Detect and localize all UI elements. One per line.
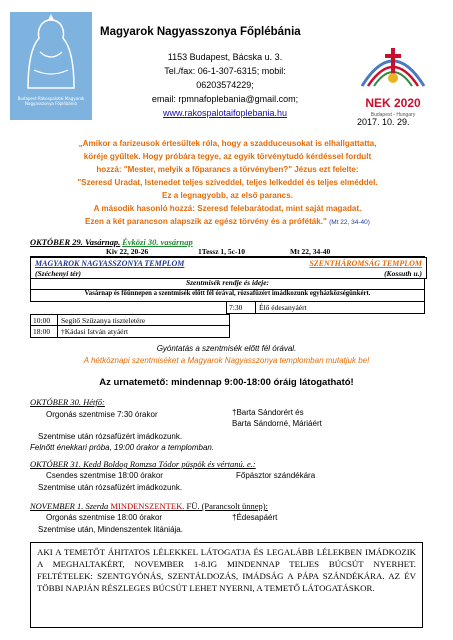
- quote-reference: (Mt 22, 34-40): [329, 219, 370, 226]
- order-title-row: [30, 278, 425, 290]
- website-link[interactable]: www.rakospalotaifoplebania.hu: [162, 108, 288, 118]
- quote-line: köréje gyűltek. Hogy próbára tegye, az egyik törvénytudó kérdéssel fordult: [83, 152, 372, 161]
- day-heading-wednesday: [30, 501, 268, 511]
- eucharistic-congress-icon: [352, 42, 434, 94]
- quote-line: „Amikor a farizeusok értesültek róla, hogy a szadduceusokat is elhallgattatta,: [78, 139, 377, 148]
- quote-line: Ezen a két parancson alapszik az egész törvény és a próféták.": [85, 217, 327, 226]
- rosary-note: Vasárnap és főünnepen a szentmisék előtt fél órával, rózsafüzért imádkozunk egyházközségünkért.: [84, 290, 371, 297]
- day-heading-monday: OKTÓBER 30. Hétfő:: [30, 397, 105, 407]
- mass-time: 7:30: [229, 303, 243, 312]
- wednesday-feast: MINDENSZENTEK.: [110, 501, 185, 511]
- mass-row-3: [30, 326, 230, 338]
- parish-logo: [10, 12, 92, 120]
- place-left: (Széchenyi tér): [35, 269, 82, 278]
- mass-intention: †Kádasi István atyáért: [61, 327, 129, 336]
- reading-1: Kiv 22, 20-26: [106, 247, 149, 256]
- quote-line: hozzá: "Mester, melyik a főparancs a törvényben?" Jézus ezt felelte:: [96, 165, 359, 174]
- quote-line: A második hasonló hozzá: Szeresd felebarátodat, mint saját magadat.: [93, 204, 362, 213]
- parish-title: Magyarok Nagyasszonya Főplébánia: [100, 26, 301, 38]
- mass-row-1: [30, 302, 425, 314]
- quote-line: Ez a legnagyobb, az első parancs.: [162, 191, 293, 200]
- mass-row-2: [30, 314, 230, 326]
- readings-row: [30, 247, 425, 257]
- mass-intention: Segítő Szűzanya tiszteletére: [61, 316, 146, 325]
- nek-title: NEK 2020: [365, 96, 421, 110]
- monday-after: Szentmise után rózsafüzért imádkozunk.: [38, 432, 183, 441]
- urn-cemetery-note: Az urnatemető: mindennap 9:00-18:00 óráig látogatható!: [99, 377, 354, 388]
- monday-intention-2: Barta Sándorné, Máriáért: [232, 419, 322, 428]
- wednesday-rank: FÜ. (Parancsolt ünnep):: [186, 501, 268, 511]
- mass-time: 10:00: [33, 316, 51, 325]
- church-right: SZENTHÁROMSÁG TEMPLOM: [309, 259, 422, 268]
- sunday-label: OKTÓBER 29. Vasárnap.: [30, 237, 121, 247]
- tuesday-intention: Főpásztor szándékára: [236, 471, 316, 480]
- church-left: MAGYAROK NAGYASSZONYA TEMPLOM: [35, 259, 185, 268]
- mass-time: 18:00: [33, 327, 51, 336]
- reading-3: Mt 22, 34-40: [290, 247, 331, 256]
- churches-row: [30, 257, 427, 279]
- rosary-note-row: [30, 290, 425, 302]
- wednesday-after: Szentmise után, Mindenszentek litániája.: [38, 525, 183, 534]
- email: email: rpmnafoplebania@gmail.com;: [151, 94, 299, 104]
- reading-2: 1Tessz 1, 5c-10: [198, 247, 246, 256]
- order-title: Szentmisék rendje és ideje:: [185, 278, 270, 287]
- weekday-note: A hétköznapi szentmiséket a Magyarok Nagyasszonya templomban mutatjuk be!: [83, 356, 370, 365]
- phone: Tel./fax: 06-1-307-6315; mobil:: [164, 66, 286, 76]
- gospel-quote: [40, 137, 415, 229]
- indulgence-box: AKI A TEMETŐT ÁHITATOS LÉLEKKEL LÁTOGATJA ÉS LEGALÁBB LÉLEKBEN IMÁDKOZIK A MEGHALTAKÉRT, NOVEMBER 1-8.IG MINDENNAP TELJES BÚCSÚT NYERHET. FELTÉTELEK: SZENTGYÓNÁS, SZENTÁLDOZÁS, IMÁDSÁG A PÁPA SZÁNDÉKÁRA. AZ ÉV TÖBBI NAPJÁN RÉSZLEGES BÚCSÚT LEHET NYERNI, A TEMETŐ LÁTOGATÁSKOR.: [30, 542, 423, 628]
- mobile: 06203574229;: [196, 80, 254, 90]
- contact-block: [100, 50, 350, 120]
- tuesday-after: Szentmise után rózsafüzért imádkozunk.: [38, 483, 183, 492]
- confession-note: Gyóntatás a szentmisék előtt fél órával.: [156, 344, 297, 353]
- madonna-icon: [10, 12, 92, 96]
- sunday-week: Évközi 30. vasárnap: [122, 237, 193, 247]
- nek-logo: [352, 42, 434, 118]
- mass-intention: Élő édesanyáért: [259, 303, 307, 312]
- monday-extra: Felnőtt énekkari próba, 19:00 órakor a templomban.: [30, 443, 215, 452]
- day-heading-tuesday: OKTÓBER 31. Kedd Boldog Romzsa Tódor püspök és vértanú. e.:: [30, 459, 256, 469]
- address: 1153 Budapest, Bácska u. 3.: [167, 52, 283, 62]
- quote-line-last: [40, 215, 415, 229]
- monday-intention-1: †Barta Sándorért és: [232, 408, 304, 417]
- tuesday-mass: Csendes szentmise 18:00 órakor: [46, 471, 163, 480]
- wednesday-intention: †Édesapáért: [232, 513, 278, 522]
- place-right: (Kossuth u.): [384, 269, 422, 278]
- sunday-heading: [30, 237, 425, 246]
- logo-caption: Budapest-Rákospalotai Magyarok Nagyasszonya Főplébánia: [17, 96, 85, 106]
- monday-mass: Orgonás szentmise 7:30 órakor: [46, 410, 158, 419]
- wednesday-mass: Orgonás szentmise 18:00 órakor: [46, 513, 163, 522]
- quote-line: "Szeresd Uradat, Istenedet teljes szíveddel, teljes lelkeddel és teljes elméddel.: [77, 178, 378, 187]
- bulletin-date: 2017. 10. 29.: [357, 117, 410, 127]
- wednesday-date: NOVEMBER 1. Szerda: [30, 501, 109, 511]
- nek-subtitle: Budapest - Hungary: [370, 112, 416, 118]
